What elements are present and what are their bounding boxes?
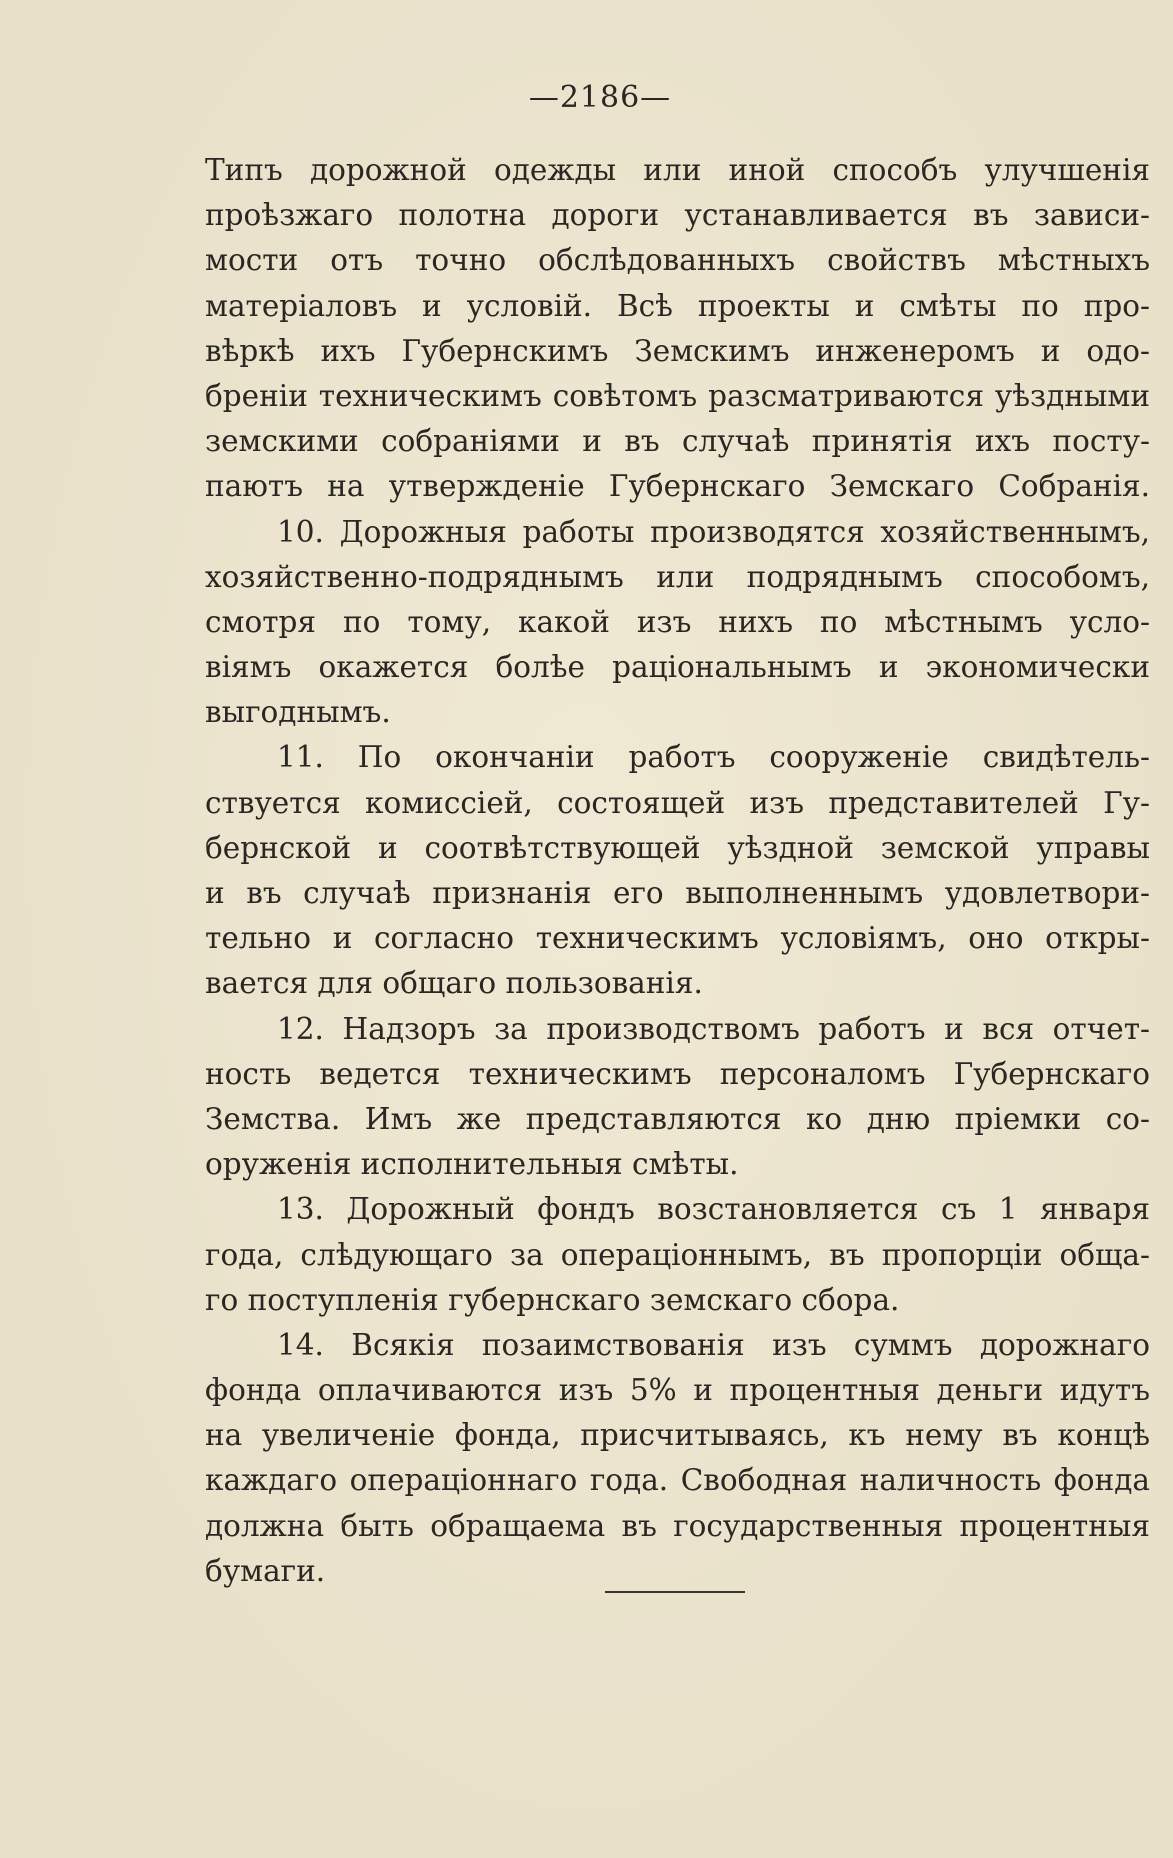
- text-line: на увеличеніе фонда, присчитываясь, къ нему въ концѣ: [205, 1418, 1150, 1453]
- text-line: фонда оплачиваются изъ 5% и процентныя деньги идутъ: [205, 1373, 1150, 1408]
- text-line: должна быть обращаема въ государственныя процентныя: [205, 1508, 1150, 1543]
- text-line: ность ведется техническимъ персоналомъ Губернскаго: [205, 1056, 1150, 1091]
- text-line: года, слѣдующаго за операціоннымъ, въ пропорціи обща-: [205, 1237, 1150, 1272]
- text-line: и въ случаѣ признанія его выполненнымъ удовлетвори-: [205, 876, 1150, 910]
- text-line: 13. Дорожный фондъ возстановляется съ 1 января: [277, 1192, 1150, 1227]
- text-line: ствуется комиссіей, состоящей изъ представителей Гу-: [205, 785, 1150, 820]
- text-line: мости отъ точно обслѣдованныхъ свойствъ мѣстныхъ: [205, 243, 1150, 278]
- text-line: выгоднымъ.: [205, 695, 391, 730]
- text-line: смотря по тому, какой изъ нихъ по мѣстнымъ усло-: [205, 604, 1150, 639]
- text-line: 10. Дорожныя работы производятся хозяйственнымъ,: [277, 514, 1150, 549]
- text-line: проѣзжаго полотна дороги устанавливается въ зависи-: [205, 198, 1150, 233]
- page-number: —2186—: [528, 80, 672, 115]
- text-line: 11. По окончаніи работъ сооруженіе свидѣтель-: [277, 740, 1150, 775]
- text-line: 12. Надзоръ за производствомъ работъ и вся отчет-: [277, 1011, 1150, 1046]
- text-line: паютъ на утвержденіе Губернскаго Земскаго Собранія.: [205, 469, 1150, 504]
- text-line: бреніи техническимъ совѣтомъ разсматриваются уѣздными: [205, 378, 1150, 413]
- end-rule: [605, 1591, 745, 1593]
- text-line: вается для общаго пользованія.: [205, 966, 703, 1001]
- text-line: віямъ окажется болѣе раціональнымъ и экономически: [205, 650, 1150, 685]
- body-text: [205, 148, 1150, 1594]
- text-line: хозяйственно-подряднымъ или подряднымъ способомъ,: [205, 559, 1150, 594]
- text-line: матеріаловъ и условій. Всѣ проекты и смѣты по про-: [205, 288, 1150, 323]
- text-line: тельно и согласно техническимъ условіямъ, оно откры-: [205, 921, 1150, 956]
- text-line: земскими собраніями и въ случаѣ принятія ихъ посту-: [205, 424, 1150, 459]
- text-line: вѣркѣ ихъ Губернскимъ Земскимъ инженеромъ и одо-: [205, 333, 1150, 368]
- text-line: каждаго операціоннаго года. Свободная наличность фонда: [205, 1463, 1150, 1498]
- text-line: Земства. Имъ же представляются ко дню пріемки со-: [205, 1101, 1150, 1136]
- text-line: го поступленія губернскаго земскаго сбора.: [205, 1282, 900, 1317]
- text-line: оруженія исполнительныя смѣты.: [205, 1147, 739, 1182]
- text-line: бумаги.: [205, 1553, 326, 1588]
- text-line: бернской и соотвѣтствующей уѣздной земской управы: [205, 830, 1150, 865]
- text-line: 14. Всякія позаимствованія изъ суммъ дорожнаго: [277, 1327, 1150, 1362]
- text-line: Типъ дорожной одежды или иной способъ улучшенія: [205, 153, 1150, 187]
